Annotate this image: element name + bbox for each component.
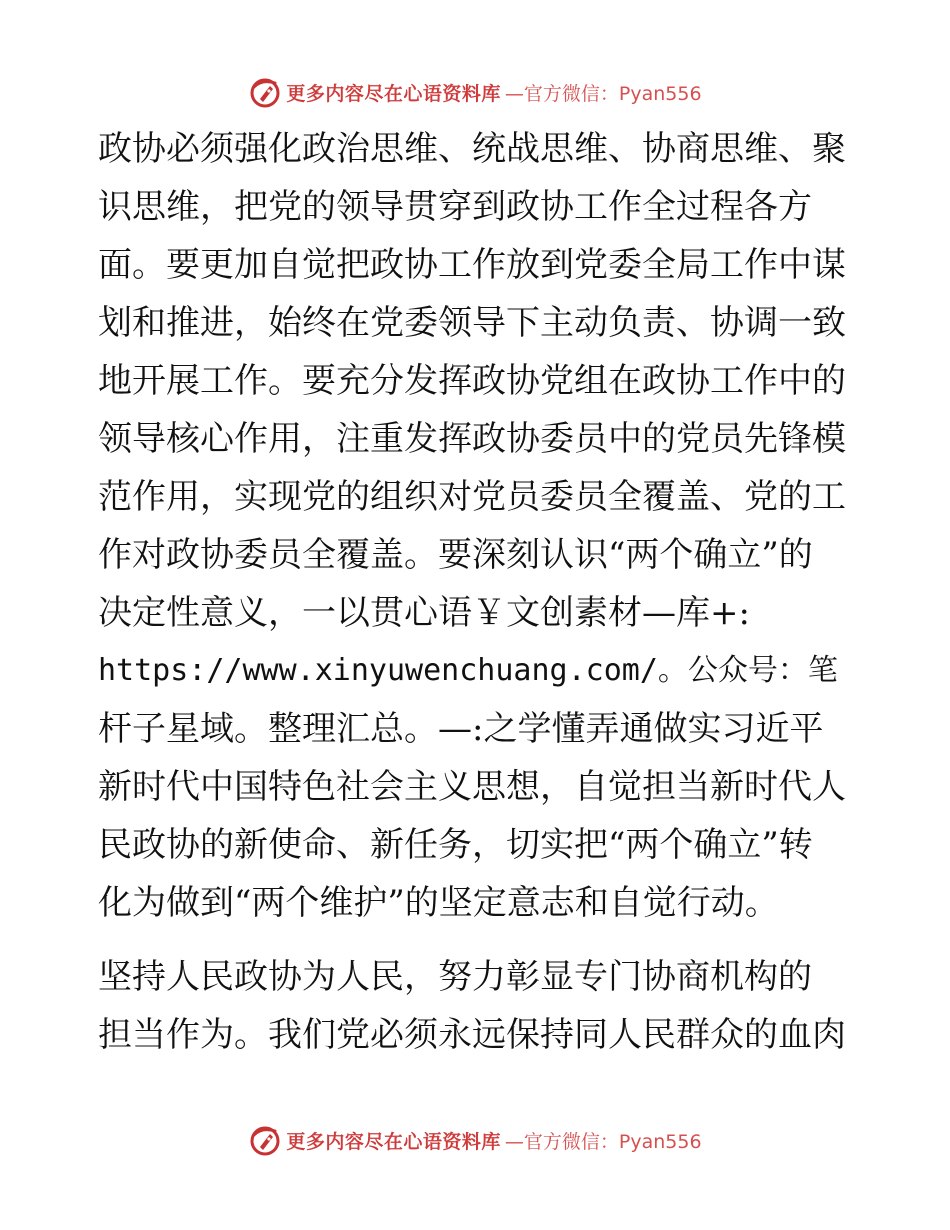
text-line-url: https://www.xinyuwenchuang.com/。公众号：笔	[98, 653, 838, 688]
paragraph-1	[98, 120, 850, 932]
text-line: 作对政协委员全覆盖。要深刻认识“两个确立”的	[98, 535, 813, 575]
text-line: 担当作为。我们党必须永远保持同人民群众的血肉	[98, 1015, 846, 1055]
text-line: 地开展工作。要充分发挥政协党组在政协工作中的	[98, 361, 846, 401]
text-line: 范作用，实现党的组织对党员委员全覆盖、党的工	[98, 477, 846, 517]
banner-site-text: 更多内容尽在心语资料库	[286, 82, 501, 105]
banner-wechat-text: —官方微信：Pyan556	[504, 1130, 702, 1153]
article-body	[98, 120, 850, 1064]
paragraph-2	[98, 948, 850, 1064]
text-line: 新时代中国特色社会主义思想，自觉担当新时代人	[98, 767, 846, 807]
pen-nib-circle-icon	[248, 1123, 282, 1157]
text-line: 面。要更加自觉把政协工作放到党委全局工作中谋	[98, 245, 846, 285]
text-line: 坚持人民政协为人民，努力彰显专门协商机构的	[98, 957, 812, 997]
text-line: 化为做到“两个维护”的坚定意志和自觉行动。	[98, 883, 779, 923]
text-line: 识思维，把党的领导贯穿到政协工作全过程各方	[98, 187, 812, 227]
text-line: 杆子星域。整理汇总。—:之学懂弄通做实习近平	[98, 709, 824, 749]
text-line: 政协必须强化政治思维、统战思维、协商思维、聚	[98, 129, 846, 169]
pen-nib-circle-icon	[248, 75, 282, 109]
text-line: 民政协的新使命、新任务，切实把“两个确立”转	[98, 825, 813, 865]
paragraph-gap	[98, 932, 850, 948]
text-line: 划和推进，始终在党委领导下主动负责、协调一致	[98, 303, 846, 343]
footer-banner	[0, 1120, 950, 1160]
banner-wechat-text: —官方微信：Pyan556	[504, 82, 702, 105]
text-line: 领导核心作用，注重发挥政协委员中的党员先锋模	[98, 419, 846, 459]
text-line: 决定性意义，一以贯心语￥文创素材—库+:	[98, 593, 750, 633]
banner-site-text: 更多内容尽在心语资料库	[286, 1130, 501, 1153]
header-banner	[0, 72, 950, 112]
